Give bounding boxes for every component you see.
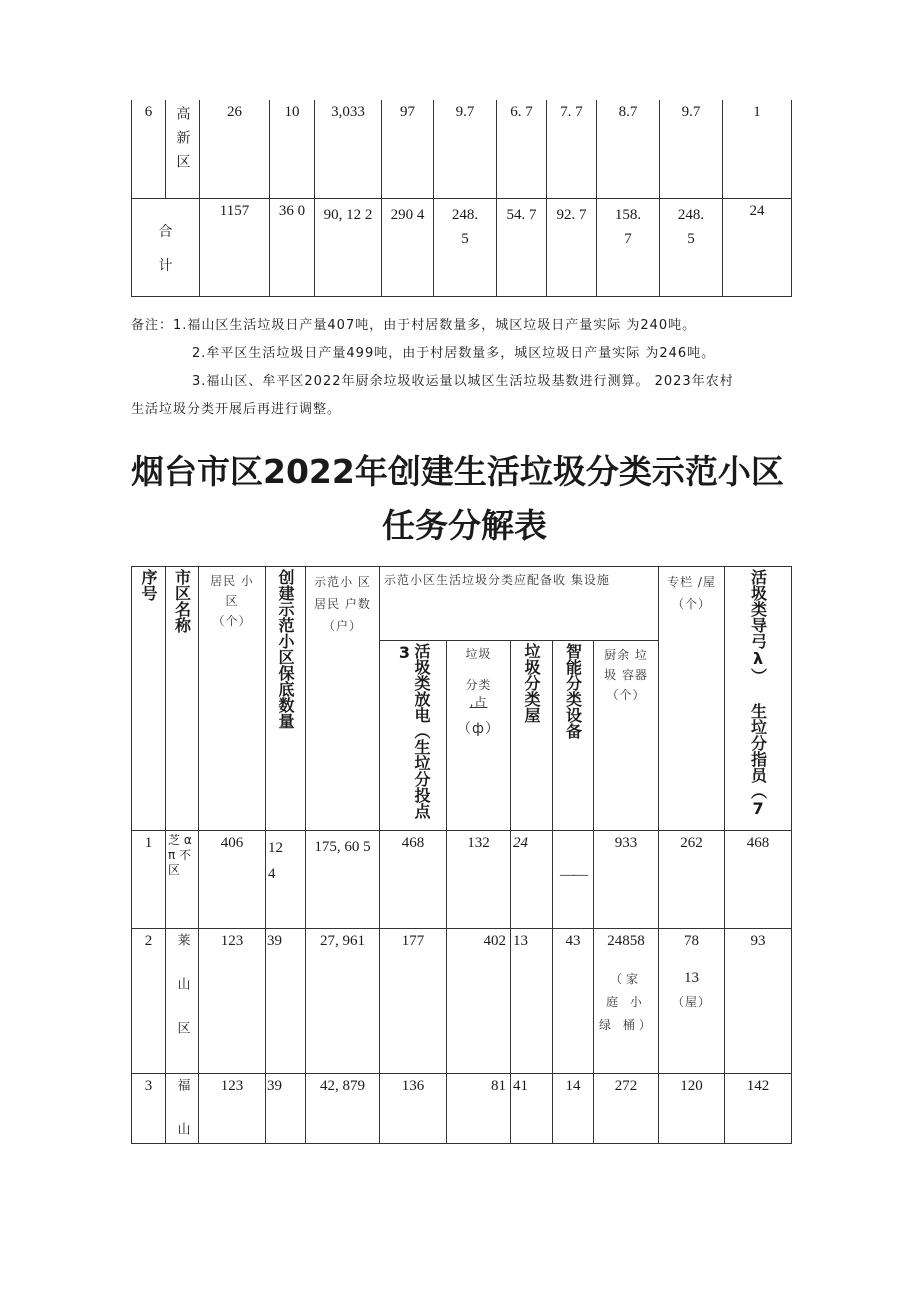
cell-baseline: [266, 1074, 306, 1144]
total-value: [382, 198, 434, 296]
total-value: [315, 198, 382, 296]
cell-value: 9.7: [434, 100, 497, 198]
cell-drop: 177: [380, 929, 447, 1074]
cell-points: 132: [447, 831, 511, 929]
total-value-text: 54. 7: [506, 206, 537, 223]
row-index: 3: [132, 1074, 166, 1144]
total-value-text: 248. 5: [451, 206, 479, 247]
total-value-text: 92. 7: [556, 206, 587, 223]
page-title: 烟台市区2022年创建生活垃圾分类示范小区: [131, 452, 784, 491]
cell-booth-value: 78: [684, 933, 700, 949]
row-index: 2: [132, 929, 166, 1074]
header-guide: [725, 567, 792, 831]
district-text: 莱 山 区: [174, 933, 190, 1042]
header-booth: [659, 567, 725, 831]
cell-baseline-text: 39: [267, 933, 282, 949]
header-guide-text: 活圾类导弓λ） 生垃分指员（7: [748, 569, 768, 818]
total-value-text: 290 4: [390, 206, 425, 223]
total-value-text: 1157: [219, 202, 250, 219]
total-value-text: 248. 5: [677, 206, 705, 247]
cell-kitchen: 272: [594, 1074, 659, 1144]
header-households-text: 示范小 区 居民 户数 （户）: [314, 575, 371, 633]
header-facilities: [380, 567, 659, 641]
cell-house-text: 41: [513, 1078, 528, 1094]
header-row: [132, 567, 792, 641]
total-value: [200, 198, 270, 296]
cell-value: 3,033: [315, 100, 382, 198]
total-label-a: 合: [158, 223, 173, 240]
header-points-a: 垃圾: [465, 647, 492, 661]
cell-smart: 43: [553, 929, 594, 1074]
total-value: [597, 198, 660, 296]
cell-households: [306, 831, 380, 929]
header-house-text: 垃圾分类屋: [522, 643, 541, 723]
cell-value: 6. 7: [497, 100, 547, 198]
total-value-text: 90, 12 2: [323, 206, 373, 223]
cell-kitchen-value: 24858: [607, 933, 645, 949]
table-row: [132, 929, 792, 1074]
cell-guide: 142: [725, 1074, 792, 1144]
row-index: 6: [132, 100, 166, 198]
district-name: [166, 831, 199, 929]
cell-value: 8.7: [597, 100, 660, 198]
row-index: 1: [132, 831, 166, 929]
note-line-4: 生活垃圾分类开展后再进行调整。: [131, 402, 342, 417]
cell-kitchen: 933: [594, 831, 659, 929]
district-text: 福 山: [174, 1078, 190, 1143]
cell-baseline-text: 12 4: [268, 840, 283, 882]
total-value: [434, 198, 497, 296]
cell-smart: [553, 831, 594, 929]
cell-smart-text: ——: [560, 867, 586, 883]
cell-house-text: 13: [513, 933, 528, 949]
cell-kitchen: [594, 929, 659, 1074]
note-line-1: 备注：1.福山区生活垃圾日产量407吨，由于村居数量多，城区垃圾日产量实际 为240吨。: [131, 318, 697, 333]
cell-baseline: [266, 831, 306, 929]
total-value: [497, 198, 547, 296]
cell-points: 81: [447, 1074, 511, 1144]
total-value-text: 24: [749, 202, 765, 219]
cell-value: 1: [723, 100, 792, 198]
header-district-text: 市区名称: [172, 569, 192, 633]
cell-households: 27, 961: [306, 929, 380, 1074]
cell-households: 42, 879: [306, 1074, 380, 1144]
summary-table-continued: [131, 100, 792, 297]
header-points-b: 分类: [465, 678, 492, 692]
total-value-text: 36 0: [278, 202, 306, 219]
header-seq-text: 序号: [139, 569, 158, 601]
note-line-2: 2.牟平区生活垃圾日产量499吨，由于村居数量多，城区垃圾日产量实际 为246吨。: [192, 346, 716, 361]
header-points-d: （ф）: [457, 721, 500, 737]
table-row: [132, 1074, 792, 1144]
header-house: [511, 641, 553, 831]
district-vertical-text: 高新区: [174, 106, 191, 178]
cell-value: 7. 7: [547, 100, 597, 198]
cell-house: [511, 1074, 553, 1144]
cell-value: 9.7: [660, 100, 723, 198]
header-residential-text: 居民 小 区 （个）: [210, 574, 254, 628]
cell-booth: 120: [659, 1074, 725, 1144]
cell-booth: [659, 929, 725, 1074]
cell-baseline-text: 39: [267, 1078, 282, 1094]
header-district: [166, 567, 199, 831]
total-value: [547, 198, 597, 296]
cell-drop: 468: [380, 831, 447, 929]
header-drop: [380, 641, 447, 831]
cell-residential: 123: [199, 1074, 266, 1144]
cell-value: 97: [382, 100, 434, 198]
cell-baseline: [266, 929, 306, 1074]
total-label-b: 计: [158, 257, 173, 274]
header-kitchen-text: 厨余 垃 圾 容器 （个）: [604, 648, 648, 702]
cell-booth-note-b: （屋）: [672, 995, 712, 1009]
cell-households-text: 175, 60 5: [314, 839, 371, 855]
table-row: [132, 831, 792, 929]
total-value: [660, 198, 723, 296]
cell-kitchen-note: （家 庭 小 绿 桶）: [599, 972, 655, 1032]
cell-drop: 136: [380, 1074, 447, 1144]
cell-points: 402: [447, 929, 511, 1074]
header-booth-text: 专栏 /屋 （个）: [667, 575, 716, 611]
header-facilities-text: 示范小区生活垃圾分类应配备收 集设施: [384, 573, 610, 587]
header-kitchen: [594, 641, 659, 831]
note-line-3: 3.福山区、牟平区2022年厨余垃圾收运量以城区生活垃圾基数进行测算。 2023年农村: [192, 374, 734, 389]
district-name: [166, 100, 200, 198]
cell-value: 10: [270, 100, 315, 198]
district-name: [166, 1074, 199, 1144]
header-drop-text: 活圾类放电（生垃分投点3: [395, 643, 431, 819]
cell-house: [511, 831, 553, 929]
header-households: [306, 567, 380, 831]
district-text: 芝 απ 不 区: [168, 833, 192, 877]
cell-booth-note-a: 13: [684, 970, 700, 986]
header-points: [447, 641, 511, 831]
total-value-text: 158. 7: [614, 206, 642, 247]
cell-house-text: 24: [513, 835, 528, 851]
cell-residential: 123: [199, 929, 266, 1074]
header-smart-text: 智能分类设备: [563, 643, 583, 739]
cell-booth: 262: [659, 831, 725, 929]
header-smart: [553, 641, 594, 831]
total-value: [723, 198, 792, 296]
total-value: [270, 198, 315, 296]
header-residential: [199, 567, 266, 831]
cell-house: [511, 929, 553, 1074]
total-label: [132, 198, 200, 296]
header-baseline-text: 创建示范小区保底数量: [276, 569, 295, 729]
header-seq: [132, 567, 166, 831]
district-name: [166, 929, 199, 1074]
header-points-c: ,占: [469, 695, 488, 709]
cell-residential: 406: [199, 831, 266, 929]
cell-guide: 93: [725, 929, 792, 1074]
total-row: [132, 198, 792, 296]
cell-guide: 468: [725, 831, 792, 929]
page-subtitle: 任务分解表: [382, 506, 547, 545]
task-breakdown-table: [131, 566, 792, 1144]
table-row: [132, 100, 792, 198]
header-baseline: [266, 567, 306, 831]
cell-value: 26: [200, 100, 270, 198]
cell-smart: 14: [553, 1074, 594, 1144]
